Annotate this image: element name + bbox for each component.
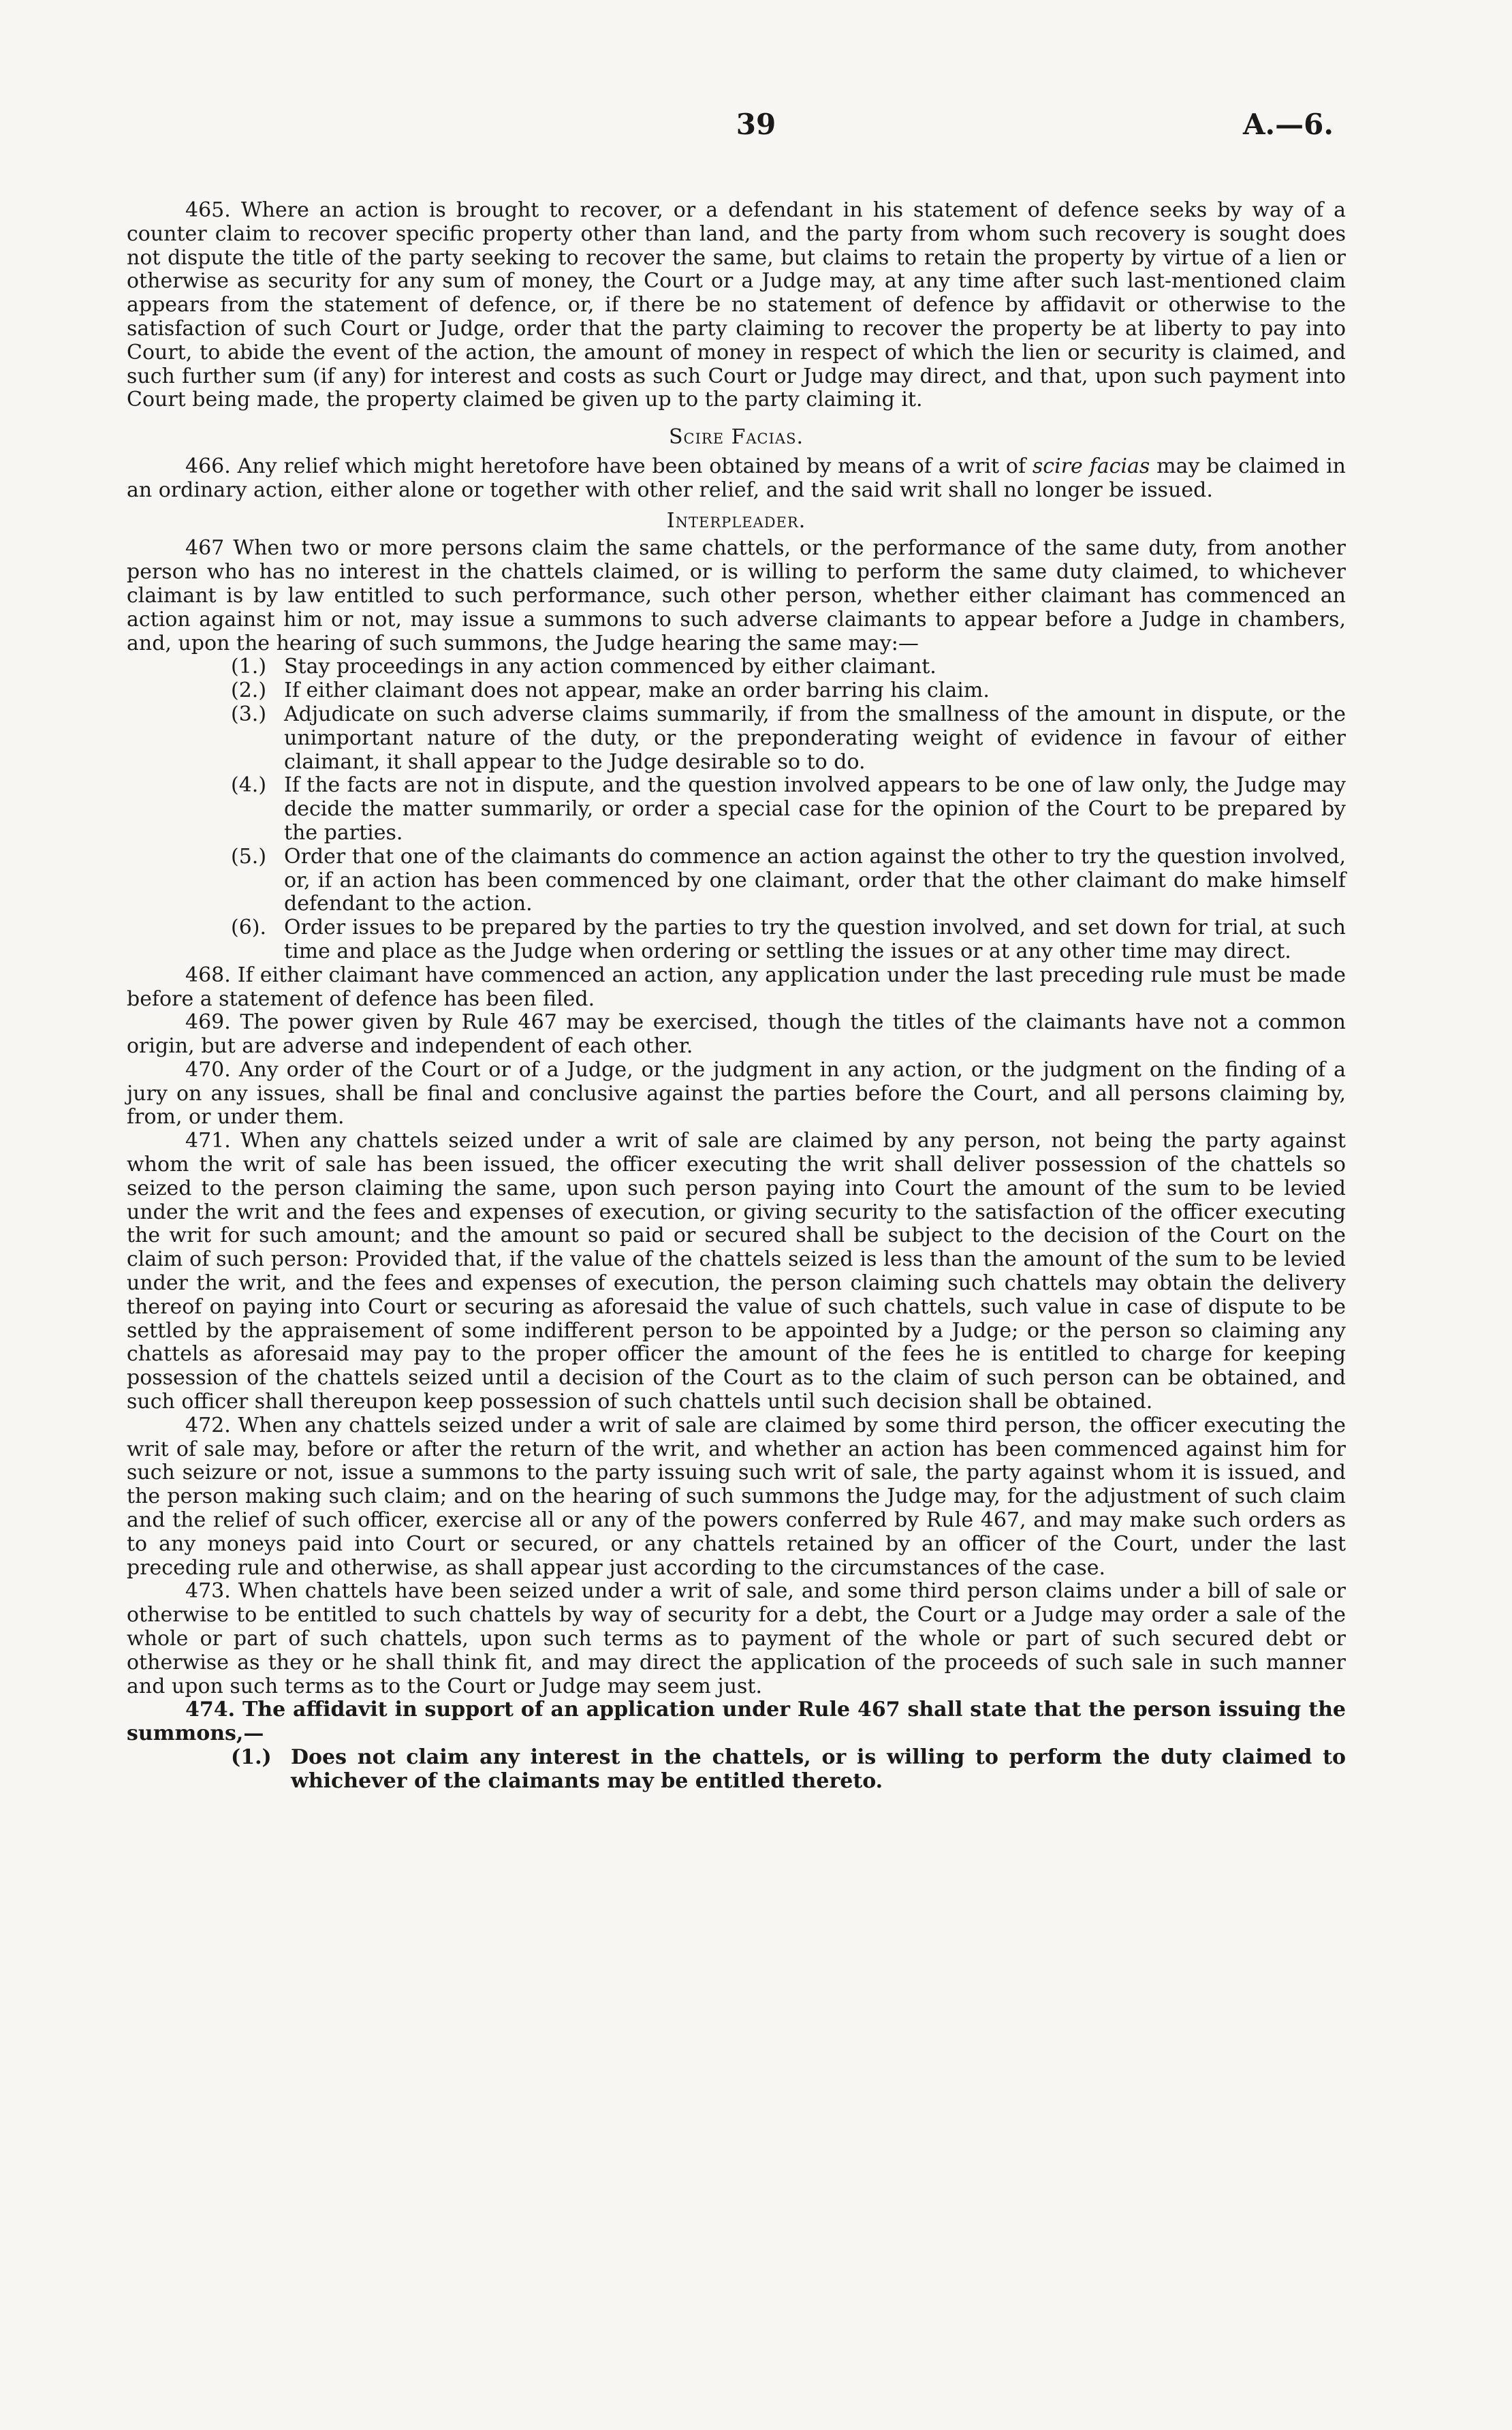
rule-466-part-b: may be claimed in an ordinary action, either alone or together with other relief, and the said writ shall no longer be issued. xyxy=(127,454,1346,502)
rule-467-list xyxy=(127,655,1346,963)
rule-465: 465. Where an action is brought to recover, or a defendant in his statement of defence seeks by way of a counter claim to recover specific property other than land, and the party from whom such recovery is sought does not dispute the title of the party seeking to recover the same, but claims to retain the property by virtue of a lien or otherwise as security for any sum of money, the Court or a Judge may, at any time after such last-mentioned claim appears from the statement of defence, or, if there be no statement of defence by affidavit or otherwise to the satisfaction of such Court or Judge, order that the party claiming to recover the property be at liberty to pay into Court, to abide the event of the action, the amount of money in respect of which the lien or security is claimed, and such further sum (if any) for interest and costs as such Court or Judge may direct, and that, upon such payment into Court being made, the property claimed be given up to the party claiming it. xyxy=(127,198,1346,412)
rule-470: 470. Any order of the Court or of a Judge, or the judgment in any action, or the judgment on the finding of a jury on any issues, shall be final and conclusive against the parties before the Court, and all persons claiming by, from, or under them. xyxy=(127,1057,1346,1130)
rule-467: 467 When two or more persons claim the same chattels, or the performance of the same duty, from another person who has no interest in the chattels claimed, or is willing to perform the same duty claimed, to whichever claimant is by law entitled to such performance, such other person, whether either claimant has commenced an action against him or not, may issue a summons to such adverse claimants to appear before a Judge in chambers, and, upon the hearing of such summons, the Judge hearing the same may:— xyxy=(127,536,1346,655)
list-item xyxy=(231,703,1346,774)
list-item xyxy=(231,679,1346,703)
rule-474-block xyxy=(127,1698,1346,1793)
list-item-number: (4.) xyxy=(231,773,267,798)
rule-471: 471. When any chattels seized under a writ of sale are claimed by any person, not being the party against whom the writ of sale has been issued, the officer executing the writ shall deliver possession of the chattels so seized to the person claiming the same, upon such person paying into Court the amount of the sum to be levied under the writ and the fees and expenses of execution, or giving security to the satisfaction of the officer executing the writ for such amount; and the amount so paid or secured shall be subject to the decision of the Court on the claim of such person: Provided that, if the value of the chattels seized is less than the amount of the sum to be levied under the writ, and the fees and expenses of execution, the person claiming such chattels may obtain the delivery thereof on paying into Court or securing as aforesaid the value of such chattels, such value in case of dispute to be settled by the appraisement of some indifferent person to be appointed by a Judge; or the person so claiming any chattels as aforesaid may pay to the proper officer the amount of the fees he is entitled to charge for keeping possession of the chattels seized until a decision of the Court as to the claim of such person can be obtained, and such officer shall thereupon keep possession of such chattels until such decision shall be obtained. xyxy=(127,1129,1346,1414)
list-item-text: Order that one of the claimants do commence an action against the other to try the question involved, or, if an action has been commenced by one claimant, order that the other claimant do make himself defendant to the action. xyxy=(284,844,1346,916)
list-item xyxy=(231,916,1346,964)
rule-466-part-a: 466. Any relief which might heretofore have been obtained by means of a writ of xyxy=(185,454,1026,478)
rule-468: 468. If either claimant have commenced an action, any application under the last preceding rule must be made before a statement of defence has been filed. xyxy=(127,963,1346,1011)
list-item-text: Order issues to be prepared by the parties to try the question involved, and set down for trial, at such time and place as the Judge when ordering or settling the issues or at any other time may direct. xyxy=(284,916,1346,963)
page-number: 39 xyxy=(736,108,776,141)
page-body xyxy=(127,199,1346,1794)
page-header xyxy=(0,102,1512,150)
list-item-text: If either claimant does not appear, make an order barring his claim. xyxy=(284,679,990,703)
list-item-number: (5.) xyxy=(231,844,267,869)
rule-472: 472. When any chattels seized under a writ of sale are claimed by some third person, the officer executing the writ of sale may, before or after the return of the writ, and whether an action has been commenced against him for such seizure or not, issue a summons to the party issuing such writ of sale, the party against whom it is issued, and the person making such claim; and on the hearing of such summons the Judge may, for the adjustment of such claim and the relief of such officer, exercise all or any of the powers conferred by Rule 467, and may make such orders as to any moneys paid into Court or secured, or any chattels retained by an officer of the Court, under the last preceding rule and otherwise, as shall appear just according to the circumstances of the case. xyxy=(127,1413,1346,1580)
list-item-number: (1.) xyxy=(231,1745,272,1769)
list-item xyxy=(231,774,1346,845)
list-item-number: (2.) xyxy=(231,679,267,703)
list-item-text: If the facts are not in dispute, and the question involved appears to be one of law only, the Judge may decide the matter summarily, or order a special case for the opinion of the Court to be prepared by the parties. xyxy=(284,773,1346,845)
list-item-number: (1.) xyxy=(231,655,267,679)
list-item-number: (3.) xyxy=(231,702,267,726)
list-item-number: (6). xyxy=(231,916,267,940)
list-item-text: Does not claim any interest in the chattels, or is willing to perform the duty claimed to whichever of the claimants may be entitled thereto. xyxy=(291,1745,1346,1793)
section-heading-interpleader: Interpleader. xyxy=(666,508,806,533)
document-reference: A.—6. xyxy=(1242,108,1334,141)
list-item-text: Adjudicate on such adverse claims summarily, if from the smallness of the amount in dispute, or the unimportant nature of the duty, or the preponderating weight of evidence in favour of either claimant, it shall appear to the Judge desirable so to do. xyxy=(284,702,1346,774)
rule-473: 473. When chattels have been seized under a writ of sale, and some third person claims under a bill of sale or otherwise to be entitled to such chattels by way of security for a debt, the Court or a Judge may order a sale of the whole or part of such chattels, upon such terms as to payment of the whole or part of such secured debt or otherwise as they or he shall think fit, and may direct the application of the proceeds of such sale in such manner and upon such terms as to the Court or Judge may seem just. xyxy=(127,1579,1346,1698)
rule-474: 474. The affidavit in support of an application under Rule 467 shall state that the person issuing the summons,— xyxy=(127,1698,1346,1746)
list-item xyxy=(231,655,1346,679)
list-item-text: Stay proceedings in any action commenced by either claimant. xyxy=(284,655,936,679)
rule-466 xyxy=(127,455,1346,503)
section-heading-scire-facias: Scire Facias. xyxy=(668,425,804,450)
list-item xyxy=(231,1746,1346,1794)
rule-469: 469. The power given by Rule 467 may be exercised, though the titles of the claimants have not a common origin, but are adverse and independent of each other. xyxy=(127,1010,1346,1059)
list-item xyxy=(231,845,1346,916)
rule-466-italic: scire facias xyxy=(1032,454,1150,478)
